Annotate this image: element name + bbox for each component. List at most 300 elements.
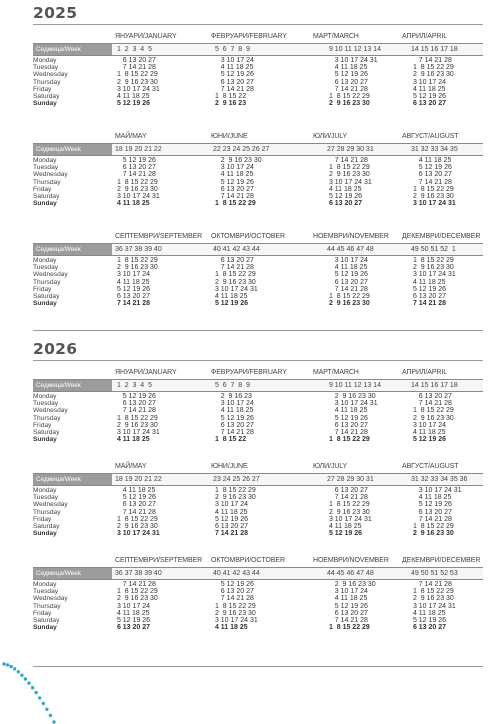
- week-numbers: 27 28 29 30 31: [327, 476, 374, 483]
- week-day-row: 6 13 20 27: [213, 78, 254, 86]
- week-day-row: 6 13 20 27: [411, 100, 447, 108]
- month-header: ЮЛИ/JULY: [313, 463, 348, 470]
- week-numbers: 40 41 42 43 44: [213, 246, 260, 253]
- day-name: Saturday: [33, 522, 60, 530]
- month-header: ЮНИ/JUNE: [211, 463, 248, 470]
- week-day-row: 7 14 21 28: [411, 581, 452, 588]
- week-day-row: 6 13 20 27: [115, 164, 156, 172]
- month-header: ДЕКЕМВРИ/DECEMBER: [402, 233, 481, 240]
- week-day-row: 7 14 21 28: [115, 171, 156, 179]
- week-day-row: 2 9 16 23 30: [213, 278, 256, 286]
- week-day-row: 6 13 20 27: [411, 292, 447, 300]
- decoration-dot: [38, 696, 41, 699]
- week-day-row: 1 8 15 22: [213, 92, 247, 100]
- week-numbers: 44 45 46 47 48: [327, 570, 374, 577]
- week-number-row: [33, 43, 483, 56]
- week-day-row: 3 10 17 24 31: [327, 515, 372, 523]
- week-day-row: 1 8 15 22 29: [411, 588, 454, 596]
- day-name: Tuesday: [33, 264, 59, 272]
- month-header: АВГУСТ/AUGUST: [402, 463, 459, 470]
- day-name: Saturday: [33, 616, 60, 624]
- week-day-row: 7 14 21 28: [327, 85, 368, 93]
- week-numbers: 5 6 7 8 9: [213, 46, 250, 53]
- day-name: Sunday: [33, 300, 57, 308]
- week-day-row: 2 9 16 23 30: [115, 522, 158, 530]
- decoration-dot: [52, 720, 55, 723]
- day-name: Friday: [33, 515, 52, 523]
- week-day-row: 1 8 15 22 29: [213, 271, 256, 279]
- day-name: Friday: [33, 421, 52, 429]
- week-day-row: 3 10 17 24 31: [411, 200, 456, 208]
- week-numbers: 1 2 3 4 5: [115, 382, 152, 389]
- week-day-row: 4 11 18 25: [213, 171, 254, 179]
- week-day-row: 1 8 15 22 29: [327, 436, 370, 444]
- week-day-row: 3 10 17 24 31: [115, 428, 160, 436]
- day-name: Tuesday: [33, 64, 59, 72]
- week-day-row: 4 11 18 25: [115, 609, 150, 617]
- month-day-grid: [411, 487, 496, 537]
- week-numbers: 36 37 38 39 40: [115, 246, 162, 253]
- week-numbers: 18 19 20 21 22: [115, 146, 162, 153]
- week-day-row: 5 12 19 26: [411, 436, 447, 444]
- week-day-row: 2 9 16 23 30: [115, 185, 158, 193]
- week-day-row: 1 8 15 22 29: [327, 292, 370, 300]
- week-day-row: 7 14 21 28: [327, 428, 368, 436]
- week-day-row: 7 14 21 28: [411, 515, 452, 523]
- week-day-row: 1 8 15 22 29: [411, 407, 454, 415]
- month-header: МАЙ/MAY: [115, 133, 147, 140]
- week-day-row: 6 13 20 27: [327, 421, 368, 429]
- day-name: Thursday: [33, 278, 61, 286]
- week-day-row: 6 13 20 27: [411, 624, 447, 632]
- week-number-row: [33, 379, 483, 392]
- week-day-row: 7 14 21 28: [115, 64, 156, 72]
- week-day-row: 3 10 17 24 31: [213, 616, 258, 624]
- week-day-row: 3 10 17 24: [213, 57, 254, 64]
- divider: [33, 360, 483, 361]
- week-day-row: 6 13 20 27: [213, 185, 254, 193]
- week-day-row: 1 8 15 22 29: [213, 602, 256, 610]
- week-day-row: 5 12 19 26: [327, 602, 368, 610]
- month-header: НОЕМВРИ/NOVEMBER: [313, 557, 389, 564]
- week-day-row: 1 8 15 22: [213, 436, 247, 444]
- week-day-row: 3 10 17 24 31: [213, 285, 258, 293]
- week-day-row: 6 13 20 27: [115, 57, 156, 64]
- week-day-row: 6 13 20 27: [327, 200, 363, 208]
- month-day-grid: [213, 57, 298, 107]
- month-day-grid: [411, 581, 496, 631]
- week-day-row: 7 14 21 28: [213, 192, 254, 200]
- day-name: Thursday: [33, 414, 61, 422]
- day-name: Saturday: [33, 428, 60, 436]
- day-name: Wednesday: [33, 171, 68, 179]
- month-header: АВГУСТ/AUGUST: [402, 133, 459, 140]
- month-day-grid: [327, 393, 412, 443]
- day-name: Tuesday: [33, 164, 59, 172]
- week-day-row: 7 14 21 28: [411, 400, 452, 408]
- week-day-row: 4 11 18 25: [411, 85, 446, 93]
- week-day-row: 4 11 18 25: [115, 436, 150, 444]
- week-day-row: 7 14 21 28: [213, 595, 254, 603]
- week-numbers: 49 50 51 52 1: [411, 246, 456, 253]
- month-header: СЕПТЕМВРИ/SEPTEMBER: [115, 233, 203, 240]
- month-day-grid: [115, 487, 200, 537]
- month-header: ФЕВРУАРИ/FEBRUARY: [211, 33, 287, 40]
- month-header: МАРТ/MARCH: [313, 33, 359, 40]
- week-label: Седмица/Week: [33, 380, 112, 391]
- week-day-row: 4 11 18 25: [213, 624, 248, 632]
- week-day-row: 5 12 19 26: [115, 100, 151, 108]
- decoration-dot: [45, 708, 48, 711]
- week-day-row: 5 12 19 26: [327, 71, 368, 79]
- day-name: Monday: [33, 393, 57, 400]
- week-day-row: 7 14 21 28: [327, 157, 368, 164]
- week-day-row: 7 14 21 28: [213, 428, 254, 436]
- week-day-row: 7 14 21 28: [411, 57, 452, 64]
- week-day-row: 2 9 16 23 30: [327, 508, 370, 516]
- day-name: Thursday: [33, 178, 61, 186]
- week-numbers: 27 28 29 30 31: [327, 146, 374, 153]
- week-day-row: 2 9 16 23 30: [327, 100, 370, 108]
- month-day-grid: [213, 487, 298, 537]
- week-label: Седмица/Week: [33, 568, 112, 579]
- week-day-row: 5 12 19 26: [115, 157, 156, 164]
- day-names: [33, 393, 113, 443]
- week-day-row: 5 12 19 26: [411, 501, 452, 509]
- week-day-row: 5 12 19 26: [213, 581, 254, 588]
- week-day-row: 4 11 18 25: [327, 407, 368, 415]
- day-name: Wednesday: [33, 407, 68, 415]
- month-day-grid: [115, 57, 200, 107]
- week-day-row: 2 9 16 23 30: [115, 421, 158, 429]
- week-day-row: 5 12 19 26: [327, 192, 363, 200]
- week-day-row: 4 11 18 25: [213, 292, 248, 300]
- week-number-row: [33, 473, 483, 486]
- day-name: Monday: [33, 581, 57, 588]
- week-day-row: 4 11 18 25: [115, 200, 150, 208]
- year-title: 2026: [33, 340, 78, 358]
- month-day-grid: [411, 57, 496, 107]
- week-day-row: 5 12 19 26: [327, 414, 368, 422]
- day-name: Monday: [33, 157, 57, 164]
- decoration-dot: [31, 686, 34, 689]
- week-day-row: 4 11 18 25: [213, 64, 254, 72]
- week-day-row: 1 8 15 22 29: [115, 515, 158, 523]
- week-day-row: 5 12 19 26: [327, 530, 363, 538]
- week-day-row: 3 10 17 24 31: [115, 85, 160, 93]
- week-day-row: 3 10 17 24: [115, 602, 151, 610]
- week-day-row: 1 8 15 22 29: [327, 92, 370, 100]
- week-day-row: 3 10 17 24: [411, 78, 447, 86]
- week-day-row: 7 14 21 28: [411, 178, 452, 186]
- month-day-grid: [213, 157, 298, 207]
- week-day-row: 3 10 17 24 31: [411, 487, 462, 494]
- week-day-row: 3 10 17 24: [411, 421, 447, 429]
- week-day-row: 6 13 20 27: [411, 393, 452, 400]
- month-header: ОКТОМВРИ/OCTOBER: [211, 233, 285, 240]
- month-day-grid: [327, 257, 412, 307]
- week-day-row: 4 11 18 25: [213, 508, 248, 516]
- week-day-row: 3 10 17 24 31: [327, 178, 372, 186]
- month-header: АПРИЛ/APRIL: [402, 369, 447, 376]
- week-day-row: 2 9 16 23 30: [115, 595, 158, 603]
- week-day-row: 2 9 16 23 30: [411, 192, 454, 200]
- week-day-row: 2 9 16 23 30: [213, 494, 256, 502]
- week-day-row: 5 12 19 26: [115, 285, 151, 293]
- week-day-row: 3 10 17 24: [213, 501, 249, 509]
- week-day-row: 5 12 19 26: [115, 616, 151, 624]
- day-name: Sunday: [33, 200, 57, 208]
- week-day-row: 6 13 20 27: [115, 624, 151, 632]
- day-name: Thursday: [33, 78, 61, 86]
- decoration-dot: [2, 662, 5, 665]
- day-name: Sunday: [33, 436, 57, 444]
- day-name: Tuesday: [33, 400, 59, 408]
- week-numbers: 18 19 20 21 22: [115, 476, 162, 483]
- week-day-row: 7 14 21 28: [115, 300, 151, 308]
- week-day-row: 1 8 15 22 29: [115, 71, 158, 79]
- week-day-row: 5 12 19 26: [115, 393, 156, 400]
- week-day-row: 6 13 20 27: [327, 78, 368, 86]
- week-numbers: 31 32 33 34 35 36: [411, 476, 468, 483]
- week-numbers: 22 23 24 25 26 27: [213, 146, 270, 153]
- week-day-row: 4 11 18 25: [411, 278, 446, 286]
- week-day-row: 2 9 16 23 30: [411, 264, 454, 272]
- decoration-dot: [49, 714, 52, 717]
- week-day-row: 2 9 16 23 30: [411, 71, 454, 79]
- week-day-row: 6 13 20 27: [213, 522, 249, 530]
- month-day-grid: [115, 257, 200, 307]
- month-header: МАРТ/MARCH: [313, 369, 359, 376]
- week-day-row: 2 9 16 23 30: [411, 530, 454, 538]
- day-name: Sunday: [33, 530, 57, 538]
- decoration-dot: [6, 663, 9, 666]
- day-name: Saturday: [33, 292, 60, 300]
- week-day-row: 7 14 21 28: [115, 508, 156, 516]
- week-day-row: 5 12 19 26: [213, 178, 254, 186]
- week-day-row: 4 11 18 25: [411, 428, 446, 436]
- week-day-row: 1 8 15 22 29: [115, 178, 158, 186]
- day-name: Friday: [33, 609, 52, 617]
- day-name: Wednesday: [33, 271, 68, 279]
- week-numbers: 31 32 33 34 35: [411, 146, 458, 153]
- week-day-row: 3 10 17 24 31: [115, 530, 160, 538]
- week-day-row: 4 11 18 25: [115, 278, 150, 286]
- month-header: ЮЛИ/JULY: [313, 133, 348, 140]
- month-day-grid: [213, 257, 298, 307]
- day-name: Tuesday: [33, 588, 59, 596]
- week-day-row: 2 9 16 23 30: [115, 78, 158, 86]
- decoration-dot: [42, 702, 45, 705]
- week-day-row: 6 13 20 27: [327, 487, 368, 494]
- decoration-dot: [13, 667, 16, 670]
- month-day-grid: [115, 581, 200, 631]
- week-day-row: 3 10 17 24 31: [411, 602, 456, 610]
- week-day-row: 6 13 20 27: [327, 278, 368, 286]
- week-day-row: 3 10 17 24: [115, 271, 151, 279]
- week-day-row: 4 11 18 25: [411, 494, 452, 502]
- week-day-row: 1 8 15 22 29: [411, 257, 454, 264]
- day-name: Wednesday: [33, 595, 68, 603]
- year-title: 2025: [33, 4, 78, 22]
- week-day-row: 1 8 15 22 29: [213, 487, 256, 494]
- week-day-row: 1 8 15 22 29: [411, 185, 454, 193]
- week-numbers: 1 2 3 4 5: [115, 46, 152, 53]
- day-name: Sunday: [33, 100, 57, 108]
- week-day-row: 7 14 21 28: [213, 530, 249, 538]
- week-day-row: 4 11 18 25: [213, 407, 254, 415]
- week-day-row: 1 8 15 22 29: [327, 164, 370, 172]
- week-day-row: 3 10 17 24: [213, 400, 254, 408]
- week-day-row: 1 8 15 22 29: [115, 588, 158, 596]
- month-day-grid: [115, 157, 200, 207]
- week-day-row: 5 12 19 26: [115, 494, 156, 502]
- day-name: Friday: [33, 185, 52, 193]
- week-day-row: 4 11 18 25: [115, 487, 156, 494]
- week-day-row: 4 11 18 25: [411, 609, 446, 617]
- week-numbers: 5 6 7 8 9: [213, 382, 250, 389]
- week-day-row: 6 13 20 27: [411, 171, 452, 179]
- week-day-row: 2 9 16 23 30: [213, 609, 256, 617]
- week-day-row: 6 13 20 27: [115, 400, 156, 408]
- week-day-row: 4 11 18 25: [327, 595, 368, 603]
- week-day-row: 4 11 18 25: [115, 92, 150, 100]
- week-day-row: 5 12 19 26: [411, 164, 452, 172]
- week-day-row: 3 10 17 24: [327, 257, 368, 264]
- week-day-row: 7 14 21 28: [327, 494, 368, 502]
- month-header: СЕПТЕМВРИ/SEPTEMBER: [115, 557, 203, 564]
- week-day-row: 4 11 18 25: [327, 64, 368, 72]
- divider: [33, 330, 483, 331]
- week-day-row: 5 12 19 26: [213, 414, 254, 422]
- week-day-row: 6 13 20 27: [411, 508, 452, 516]
- day-name: Friday: [33, 285, 52, 293]
- week-day-row: 1 8 15 22 29: [411, 522, 454, 530]
- month-header: ЮНИ/JUNE: [211, 133, 248, 140]
- month-day-grid: [327, 487, 412, 537]
- week-day-row: 2 9 16 23 30: [327, 393, 376, 400]
- month-header: МАЙ/MAY: [115, 463, 147, 470]
- week-day-row: 7 14 21 28: [213, 264, 254, 272]
- week-day-row: 6 13 20 27: [213, 257, 254, 264]
- month-day-grid: [411, 257, 496, 307]
- week-day-row: 4 11 18 25: [327, 185, 362, 193]
- week-day-row: 7 14 21 28: [327, 285, 368, 293]
- week-day-row: 3 10 17 24 31: [327, 400, 378, 408]
- week-day-row: 5 12 19 26: [411, 616, 447, 624]
- week-numbers: 9 10 11 12 13 14: [327, 382, 381, 389]
- day-name: Tuesday: [33, 494, 59, 502]
- week-day-row: 3 10 17 24: [213, 164, 254, 172]
- week-day-row: 6 13 20 27: [213, 421, 254, 429]
- day-names: [33, 581, 113, 631]
- week-number-row: [33, 143, 483, 156]
- week-day-row: 3 10 17 24 31: [327, 57, 378, 64]
- week-day-row: 2 9 16 23: [213, 100, 247, 108]
- day-name: Monday: [33, 487, 57, 494]
- week-day-row: 4 11 18 25: [411, 157, 452, 164]
- month-header: АПРИЛ/APRIL: [402, 33, 447, 40]
- day-name: Sunday: [33, 624, 57, 632]
- week-day-row: 2 9 16 23 30: [411, 595, 454, 603]
- week-day-row: 1 8 15 22 29: [115, 414, 158, 422]
- week-label: Седмица/Week: [33, 474, 112, 485]
- decoration-dot: [34, 691, 37, 694]
- month-day-grid: [411, 157, 496, 207]
- week-label: Седмица/Week: [33, 144, 112, 155]
- week-day-row: 4 11 18 25: [327, 522, 362, 530]
- week-day-row: 5 12 19 26: [213, 71, 254, 79]
- day-names: [33, 257, 113, 307]
- week-numbers: 9 10 11 12 13 14: [327, 46, 381, 53]
- day-name: Friday: [33, 85, 52, 93]
- week-numbers: 14 15 16 17 18: [411, 46, 458, 53]
- month-day-grid: [327, 157, 412, 207]
- month-header: НОЕМВРИ/NOVEMBER: [313, 233, 389, 240]
- week-day-row: 5 12 19 26: [213, 515, 249, 523]
- week-day-row: 5 12 19 26: [411, 92, 447, 100]
- week-numbers: 14 15 16 17 18: [411, 382, 458, 389]
- week-day-row: 3 10 17 24: [327, 588, 368, 596]
- week-day-row: 1 8 15 22 29: [327, 501, 370, 509]
- day-names: [33, 157, 113, 207]
- decoration-dot: [24, 677, 27, 680]
- decoration-dot: [20, 674, 23, 677]
- decoration-dot: [9, 665, 12, 668]
- week-day-row: 6 13 20 27: [115, 292, 151, 300]
- week-numbers: 40 41 42 43 44: [213, 570, 260, 577]
- divider: [33, 24, 483, 25]
- week-day-row: 7 14 21 28: [213, 85, 254, 93]
- week-day-row: 2 9 16 23 30: [411, 414, 454, 422]
- week-number-row: [33, 243, 483, 256]
- day-name: Wednesday: [33, 501, 68, 509]
- week-day-row: 5 12 19 26: [411, 285, 447, 293]
- month-day-grid: [213, 393, 298, 443]
- week-day-row: 7 14 21 28: [327, 616, 368, 624]
- week-day-row: 5 12 19 26: [213, 300, 249, 308]
- month-header: ЯНУАРИ/JANUARY: [115, 369, 177, 376]
- day-name: Thursday: [33, 508, 61, 516]
- month-day-grid: [327, 581, 412, 631]
- divider: [33, 666, 483, 667]
- week-day-row: 4 11 18 25: [327, 264, 368, 272]
- week-label: Седмица/Week: [33, 44, 112, 55]
- day-names: [33, 487, 113, 537]
- week-numbers: 23 24 25 26 27: [213, 476, 260, 483]
- week-day-row: 2 9 16 23: [213, 393, 252, 400]
- month-day-grid: [411, 393, 496, 443]
- day-names: [33, 57, 113, 107]
- week-day-row: 2 9 16 23 30: [327, 581, 376, 588]
- month-day-grid: [327, 57, 412, 107]
- day-name: Monday: [33, 257, 57, 264]
- week-day-row: 1 8 15 22 29: [327, 624, 370, 632]
- week-numbers: 44 45 46 47 48: [327, 246, 374, 253]
- week-day-row: 7 14 21 28: [411, 300, 447, 308]
- week-day-row: 6 13 20 27: [115, 501, 156, 509]
- week-day-row: 6 13 20 27: [327, 609, 368, 617]
- week-day-row: 2 9 16 23 30: [327, 300, 370, 308]
- week-day-row: 1 8 15 22 29: [213, 200, 256, 208]
- week-day-row: 2 9 16 23 30: [213, 157, 262, 164]
- week-day-row: 6 13 20 27: [213, 588, 254, 596]
- dotted-arc-decoration: [0, 650, 70, 724]
- week-numbers: 49 50 51 52 53: [411, 570, 458, 577]
- day-name: Saturday: [33, 192, 60, 200]
- week-day-row: 3 10 17 24 31: [115, 192, 160, 200]
- week-day-row: 7 14 21 28: [115, 407, 156, 415]
